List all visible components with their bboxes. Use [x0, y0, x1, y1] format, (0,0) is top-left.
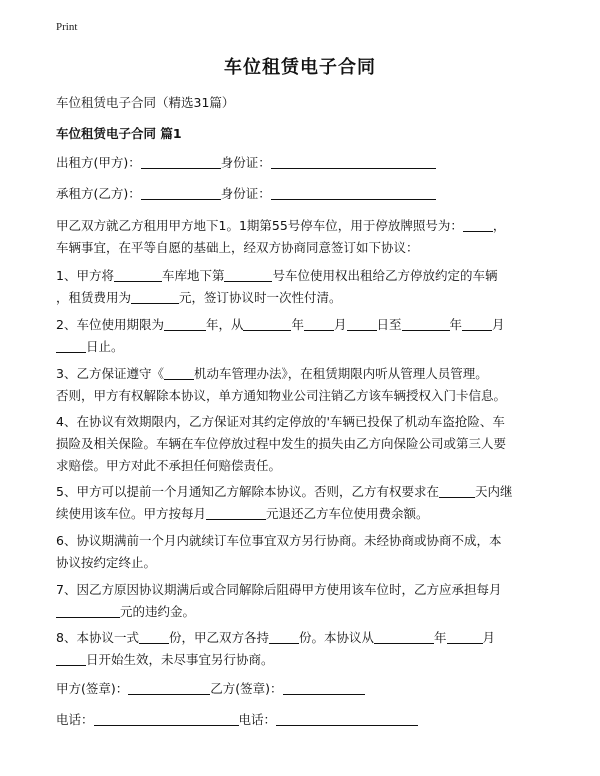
clause-4-line-3: 求赔偿。甲方对此不承担任何赔偿责任。 — [56, 458, 282, 473]
clause-7-text-b: 元的违约金。 — [120, 604, 196, 619]
end-year-blank[interactable] — [402, 316, 450, 331]
lessor-name-blank[interactable] — [141, 154, 221, 169]
regulation-name-blank[interactable] — [164, 365, 194, 380]
garage-name-blank[interactable] — [114, 267, 162, 282]
clause-2-line-1 — [56, 314, 548, 336]
clause-8 — [56, 627, 548, 671]
clause-7-line-1: 7、因乙方原因协议期满后或合同解除后阻碍甲方使用该车位时，乙方应承担每月 — [56, 582, 502, 597]
clause-2 — [56, 314, 548, 358]
party-b-phone-label: 电话： — [238, 712, 277, 727]
lessor-id-label: 身份证： — [220, 155, 271, 170]
term-years-blank[interactable] — [164, 316, 206, 331]
clause-4 — [56, 411, 548, 477]
intro-paragraph — [56, 215, 548, 259]
copies-blank[interactable] — [139, 629, 169, 644]
lessee-id-label: 身份证： — [220, 186, 271, 201]
party-a-signature-label: 甲方(签章)： — [56, 681, 129, 696]
intro-text-comma: ， — [492, 218, 506, 233]
article-heading: 车位租赁电子合同 篇1 — [56, 126, 182, 141]
party-b-signature-blank[interactable] — [283, 680, 365, 695]
clause-6-line-1: 6、协议期满前一个月内就续订车位事宜双方另行协商。未经协商或协商不成，本 — [56, 533, 502, 548]
clause-3-line-2: 否则，甲方有权解除本协议，单方通知物业公司注销乙方该车辆授权入门卡信息。 — [56, 388, 507, 403]
clause-8-line-2 — [56, 649, 548, 671]
start-month-blank[interactable] — [304, 316, 334, 331]
effective-month-blank[interactable] — [447, 629, 483, 644]
clause-1-text-d: ，租赁费用为 — [56, 290, 132, 305]
clause-5 — [56, 481, 548, 525]
start-day-blank[interactable] — [347, 316, 377, 331]
days-blank[interactable] — [439, 483, 475, 498]
clause-2-text-c: 年 — [291, 317, 304, 332]
party-a-phone-blank[interactable] — [94, 711, 239, 726]
clause-7-line-2 — [56, 601, 548, 623]
clause-5-line-2 — [56, 503, 548, 525]
page-title: 车位租赁电子合同 — [224, 57, 376, 78]
rent-fee-blank[interactable] — [131, 289, 179, 304]
clause-5-text-a: 5、甲方可以提前一个月通知乙方解除本协议。否则，乙方有权要求在 — [56, 484, 439, 499]
clause-8-text-f: 日开始生效，未尽事宜另行协商。 — [86, 652, 274, 667]
end-month-blank[interactable] — [462, 316, 492, 331]
clause-2-text-a: 2、车位使用期限为 — [56, 317, 164, 332]
party-b-phone-blank[interactable] — [276, 711, 418, 726]
plate-number-blank[interactable] — [463, 217, 493, 232]
clause-8-text-c: 份。本协议从 — [298, 630, 374, 645]
clause-4-line-2: 损险及相关保险。车辆在车位停放过程中发生的损失由乙方向保险公司或第三人要 — [56, 436, 507, 451]
clause-8-text-b: 份，甲乙双方各持 — [168, 630, 269, 645]
clause-4-line-1: 4、在协议有效期限内，乙方保证对其约定停放的'车辆已投保了机动车盗抢险、车 — [56, 414, 505, 429]
clause-2-text-g: 月 — [492, 317, 505, 332]
lessee-name-blank[interactable] — [141, 185, 221, 200]
effective-year-blank[interactable] — [374, 629, 434, 644]
clause-2-text-d: 月 — [334, 317, 347, 332]
clause-6-line-2: 协议按约定终止。 — [56, 555, 157, 570]
lessor-label: 出租方(甲方)： — [56, 155, 141, 170]
clause-2-line-2 — [56, 336, 548, 358]
clause-1-text-b: 车库地下第 — [161, 268, 225, 283]
effective-day-blank[interactable] — [56, 651, 86, 666]
lessee-label: 承租方(乙方)： — [56, 186, 141, 201]
penalty-blank[interactable] — [56, 603, 120, 618]
clause-3-text-a: 3、乙方保证遵守《 — [56, 366, 164, 381]
clause-1-line-2 — [56, 287, 548, 309]
party-b-signature-label: 乙方(签章)： — [210, 681, 283, 696]
clause-8-line-1 — [56, 627, 548, 649]
clause-3 — [56, 363, 548, 407]
clause-3-text-b: 机动车管理办法》，在租赁期限内听从管理人员管理。 — [193, 366, 488, 381]
clause-2-text-f: 年 — [449, 317, 463, 332]
document-subtitle: 车位租赁电子合同（精选31篇） — [56, 95, 235, 110]
clause-8-text-e: 月 — [482, 630, 496, 645]
monthly-rate-blank[interactable] — [206, 505, 266, 520]
clause-2-text-b: 年，从 — [205, 317, 244, 332]
lessee-row — [56, 183, 436, 205]
copies-each-blank[interactable] — [269, 629, 299, 644]
lessee-id-blank[interactable] — [271, 185, 436, 200]
party-a-phone-label: 电话： — [56, 712, 94, 727]
space-number-blank[interactable] — [224, 267, 272, 282]
party-a-signature-blank[interactable] — [128, 680, 210, 695]
clause-8-text-a: 8、本协议一式 — [56, 630, 139, 645]
clause-8-text-d: 年 — [434, 630, 447, 645]
intro-text-1: 甲乙双方就乙方租用甲方地下1。1期第55号停车位，用于停放牌照号为： — [56, 218, 463, 233]
clause-1 — [56, 265, 548, 309]
intro-line-1 — [56, 215, 548, 237]
clause-5-text-c: 续使用该车位。甲方按每月 — [56, 506, 207, 521]
phone-row — [56, 709, 418, 731]
print-link[interactable]: Print — [56, 21, 78, 33]
signature-row — [56, 678, 365, 700]
clause-5-text-d: 元退还乙方车位使用费余额。 — [266, 506, 429, 521]
clause-1-line-1 — [56, 265, 548, 287]
clause-7 — [56, 579, 548, 623]
clause-1-text-a: 1、甲方将 — [56, 268, 114, 283]
end-day-blank[interactable] — [56, 338, 86, 353]
clause-6 — [56, 530, 548, 574]
clause-2-text-h: 日止。 — [86, 339, 124, 354]
clause-5-text-b: 天内继 — [474, 484, 513, 499]
clause-1-text-c: 号车位使用权出租给乙方停放约定的车辆 — [272, 268, 498, 283]
lessor-id-blank[interactable] — [271, 154, 436, 169]
clause-3-line-1 — [56, 363, 548, 385]
intro-line-2: 车辆事宜，在平等自愿的基础上，经双方协商同意签订如下协议： — [56, 240, 419, 255]
clause-5-line-1 — [56, 481, 548, 503]
clause-2-text-e: 日至 — [376, 317, 402, 332]
clause-1-text-e: 元，签订协议时一次性付清。 — [179, 290, 342, 305]
start-year-blank[interactable] — [243, 316, 291, 331]
lessor-row — [56, 152, 436, 174]
